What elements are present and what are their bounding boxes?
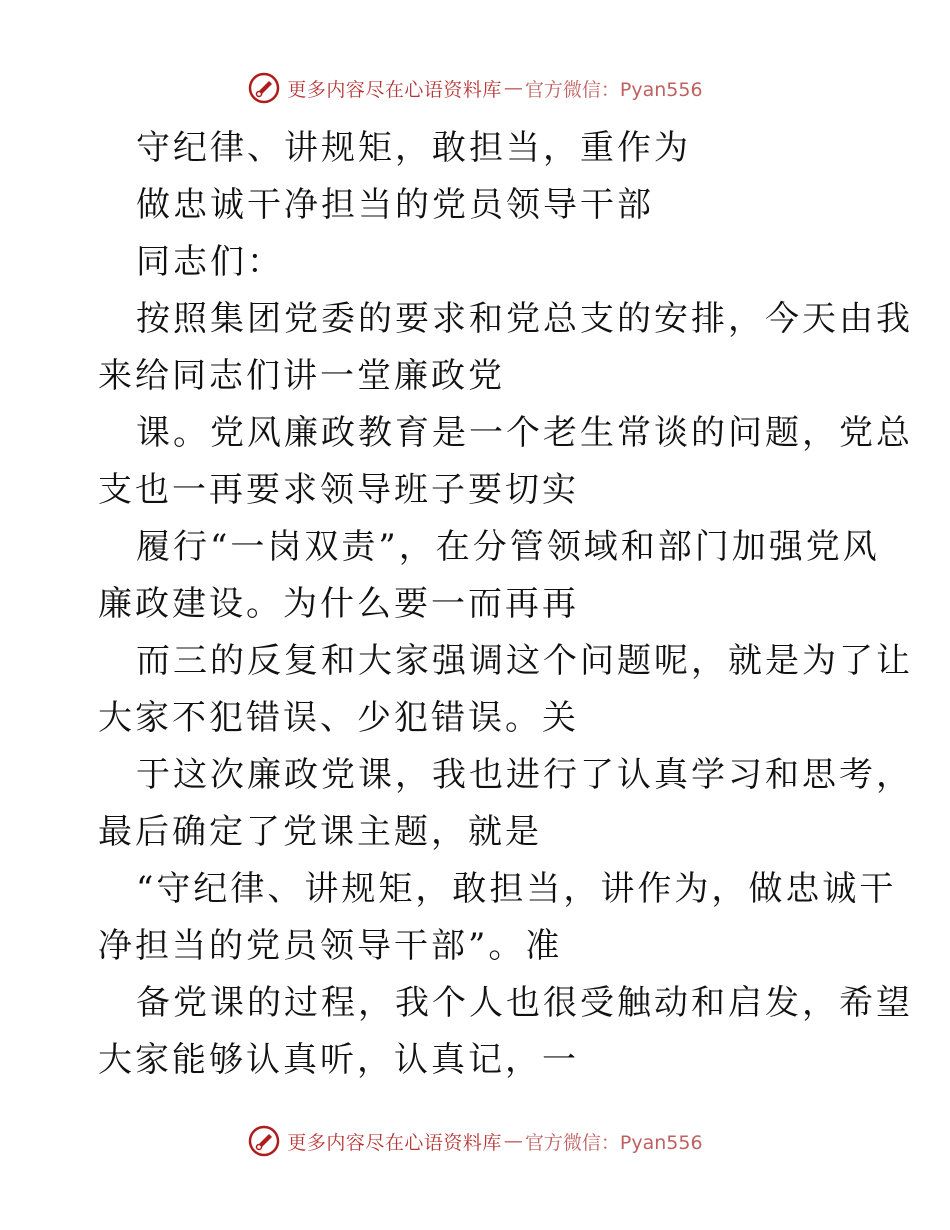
logo-icon bbox=[247, 1124, 281, 1158]
banner-title: 更多内容尽在心语资料库 bbox=[287, 78, 502, 101]
text-line: 于这次廉政党课，我也进行了认真学习和思考， bbox=[136, 755, 913, 795]
text-line: 来给同志们讲一堂廉政党 bbox=[98, 356, 505, 396]
text-line: 按照集团党委的要求和党总支的安排，今天由我 bbox=[136, 299, 913, 339]
banner-dash: — bbox=[503, 77, 523, 99]
header-watermark-banner bbox=[0, 68, 950, 108]
text-line: 履行“一岗双责”，在分管领域和部门加强党风 bbox=[136, 527, 880, 567]
banner-dash: — bbox=[503, 1130, 523, 1152]
logo-icon bbox=[247, 71, 281, 105]
text-line: 最后确定了党课主题，就是 bbox=[98, 812, 542, 852]
text-line: 做忠诚干净担当的党员领导干部 bbox=[136, 185, 654, 225]
footer-watermark-banner bbox=[0, 1121, 950, 1161]
banner-wechat: 官方微信：Pyan556 bbox=[524, 1131, 703, 1154]
text-line: 大家能够认真听，认真记，一 bbox=[98, 1040, 579, 1080]
text-line: 守纪律、讲规矩，敢担当，重作为 bbox=[136, 128, 691, 168]
text-line: 同志们： bbox=[136, 242, 284, 282]
text-line: 课。党风廉政教育是一个老生常谈的问题，党总 bbox=[136, 413, 913, 453]
text-line: 净担当的党员领导干部”。准 bbox=[98, 926, 563, 966]
banner-title: 更多内容尽在心语资料库 bbox=[287, 1131, 502, 1154]
text-line: 廉政建设。为什么要一而再再 bbox=[98, 584, 579, 624]
document-body bbox=[98, 120, 913, 1089]
banner-wechat: 官方微信：Pyan556 bbox=[524, 78, 703, 101]
text-line: 而三的反复和大家强调这个问题呢，就是为了让 bbox=[136, 641, 913, 681]
text-line: 备党课的过程，我个人也很受触动和启发，希望 bbox=[136, 983, 913, 1023]
text-line: 支也一再要求领导班子要切实 bbox=[98, 470, 579, 510]
text-line: 大家不犯错误、少犯错误。关 bbox=[98, 698, 579, 738]
text-line: “守纪律、讲规矩，敢担当，讲作为，做忠诚干 bbox=[136, 869, 897, 909]
